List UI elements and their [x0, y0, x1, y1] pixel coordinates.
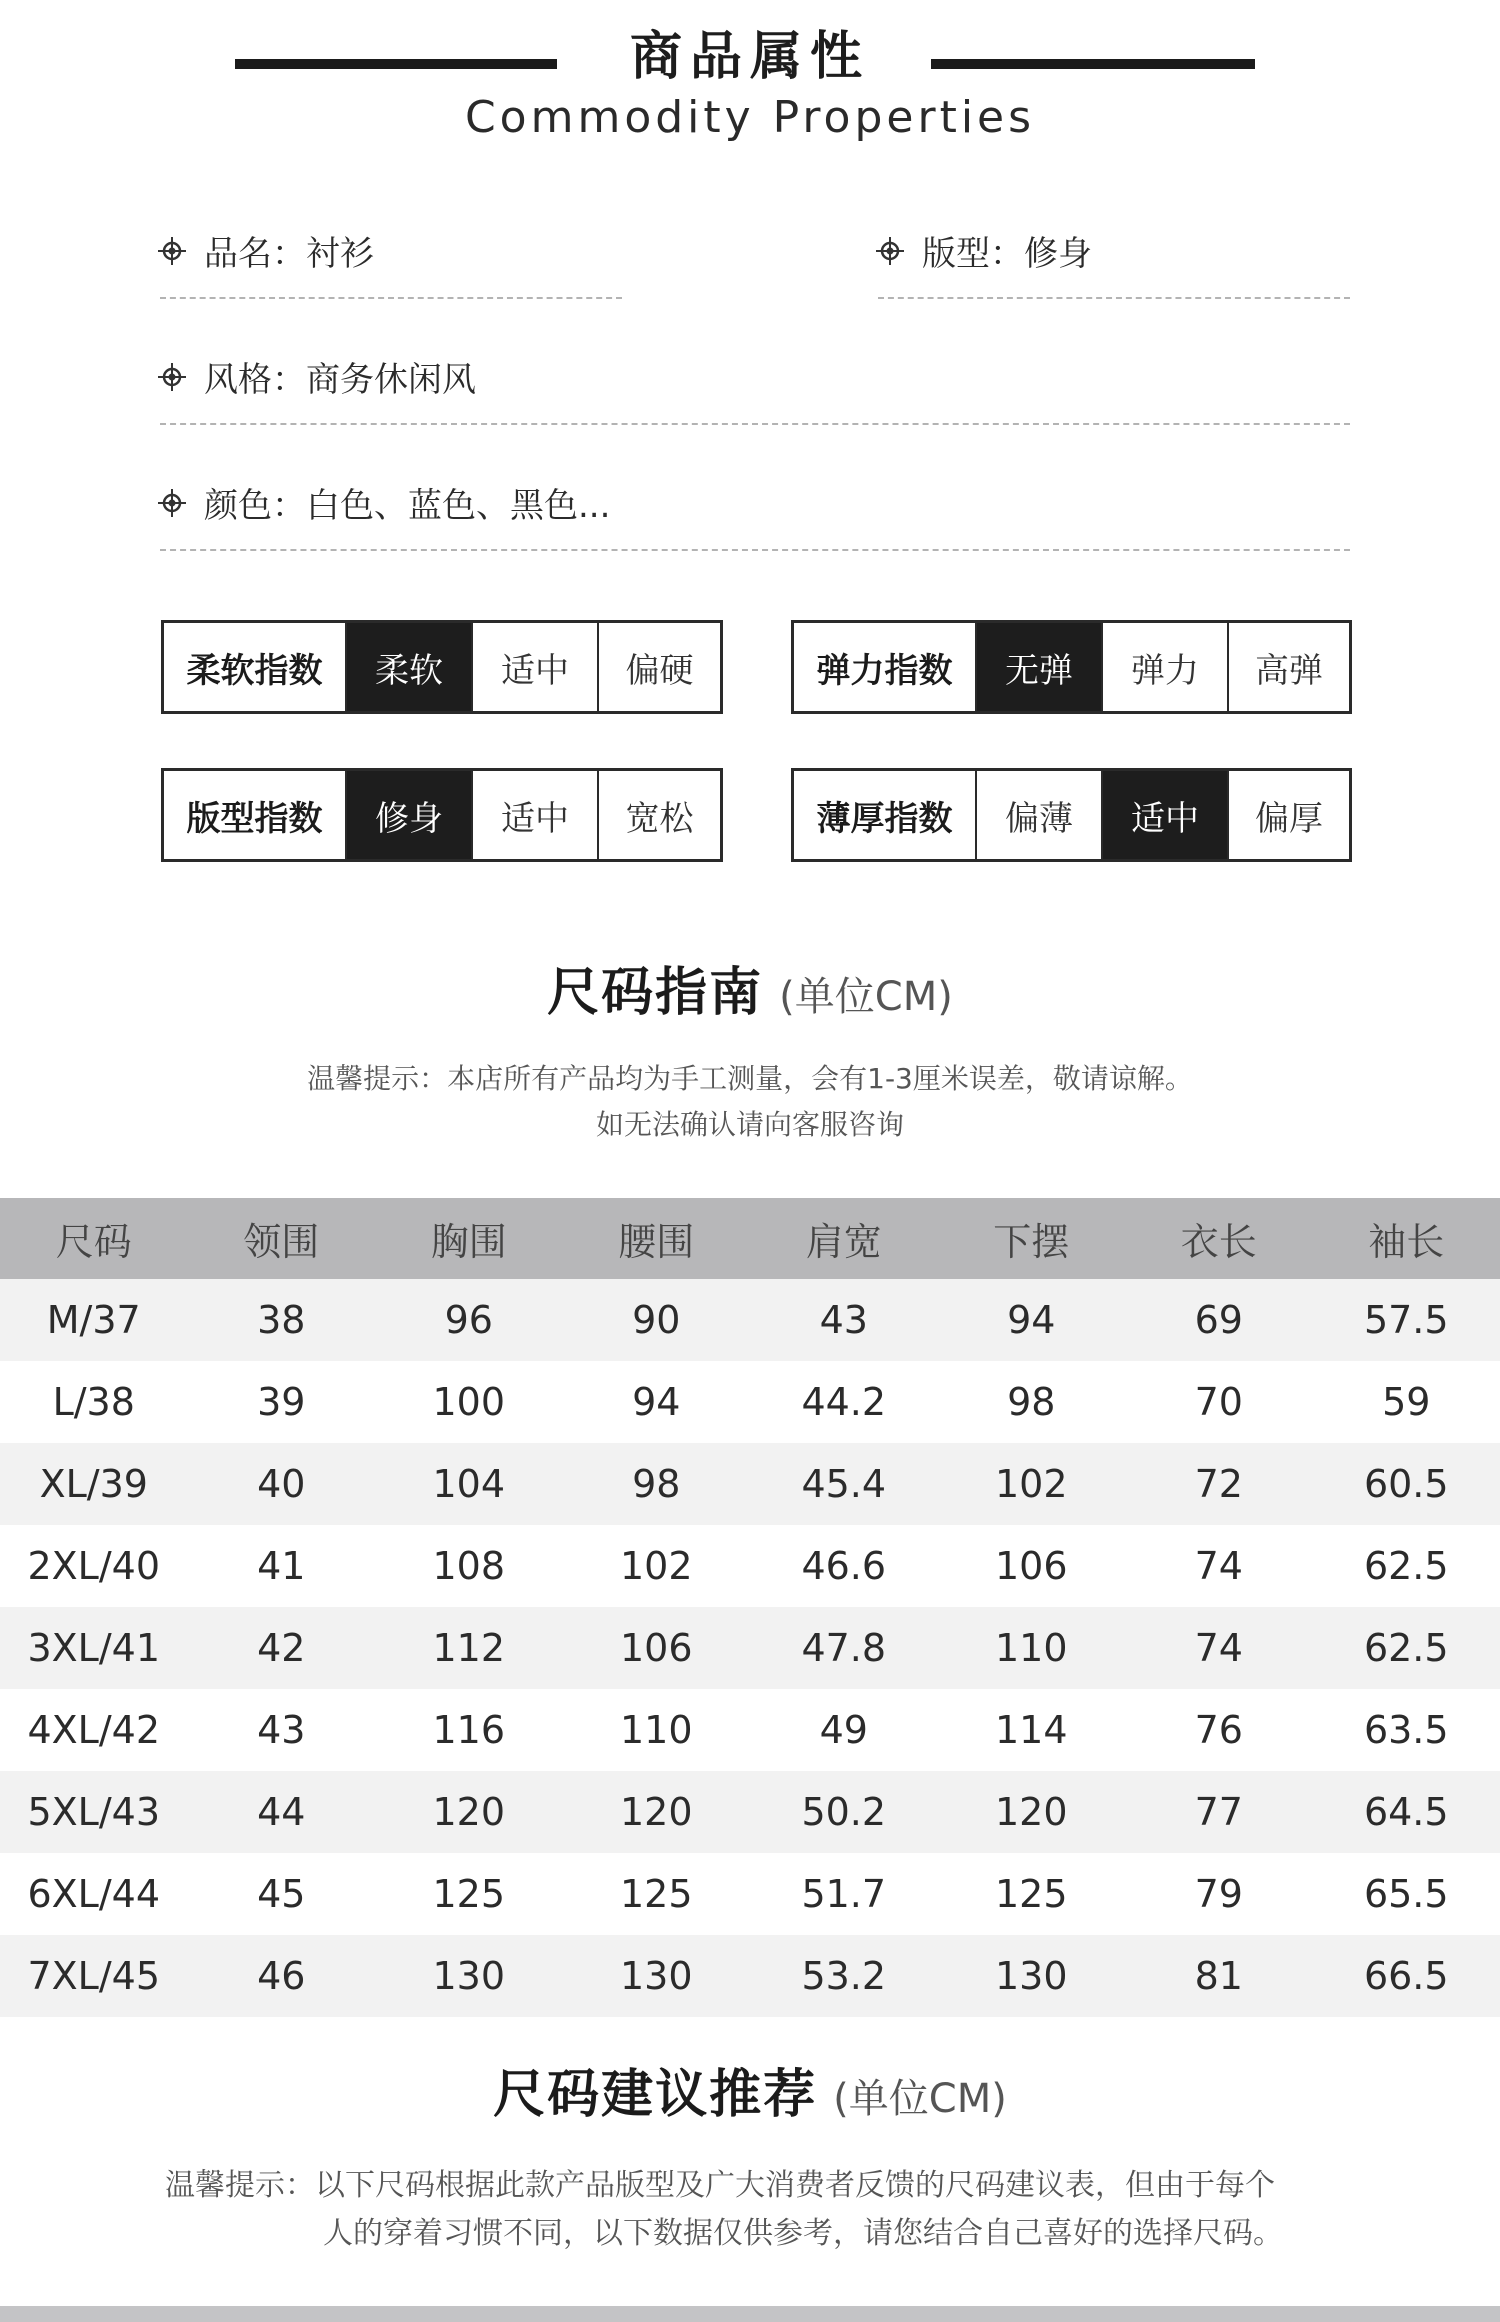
table-row	[0, 1853, 1500, 1935]
table-cell: 120	[563, 1771, 751, 1853]
index-label: 弹力指数	[816, 650, 953, 691]
property-style-text: 风格：商务休闲风	[204, 360, 476, 400]
table-cell: 120	[375, 1771, 563, 1853]
table-cell: 44.2	[750, 1361, 938, 1443]
index-option: 适中	[471, 623, 597, 711]
table-cell: 106	[938, 1525, 1126, 1607]
table-cell: 64.5	[1313, 1771, 1500, 1853]
size-guide-unit: (单位CM)	[779, 974, 953, 1020]
table-cell: 110	[938, 1607, 1126, 1689]
index-option: 偏薄	[975, 771, 1101, 859]
table-cell: 65.5	[1313, 1853, 1500, 1935]
table-cell: 46.6	[750, 1525, 938, 1607]
table-cell: 125	[375, 1853, 563, 1935]
table-cell: 40	[188, 1443, 376, 1525]
property-fit	[876, 226, 1092, 275]
target-icon	[158, 237, 186, 265]
size-guide-title: 尺码指南	[547, 963, 764, 1023]
table-cell: XL/39	[0, 1443, 188, 1525]
table-cell: 114	[938, 1689, 1126, 1771]
table-cell: 76	[1125, 1689, 1313, 1771]
target-icon	[876, 237, 904, 265]
table-cell: 62.5	[1313, 1607, 1500, 1689]
recommend-note-line2: 人的穿着习惯不同，以下数据仅供参考，请您结合自己喜好的选择尺码。	[323, 2216, 1283, 2251]
table-row	[0, 1771, 1500, 1853]
table-cell: 44	[188, 1771, 376, 1853]
column-header: 领围	[188, 1198, 376, 1279]
divider	[160, 297, 622, 299]
table-cell: 125	[563, 1853, 751, 1935]
table-cell: L/38	[0, 1361, 188, 1443]
table-cell: 38	[188, 1279, 376, 1361]
table-cell: 120	[938, 1771, 1126, 1853]
index-softness	[161, 620, 723, 714]
column-header: 袖长	[1313, 1198, 1500, 1279]
table-cell: 110	[563, 1689, 751, 1771]
table-cell: 43	[750, 1279, 938, 1361]
table-cell: 94	[563, 1361, 751, 1443]
table-cell: 45.4	[750, 1443, 938, 1525]
page-subtitle: Commodity Properties	[464, 92, 1036, 143]
table-row	[0, 1279, 1500, 1361]
table-row	[0, 1935, 1500, 2017]
table-cell: 130	[563, 1935, 751, 2017]
table-cell: 130	[938, 1935, 1126, 2017]
size-guide-heading	[0, 950, 1500, 1025]
table-cell: 47.8	[750, 1607, 938, 1689]
size-guide-note-line2: 如无法确认请向客服咨询	[595, 1108, 904, 1141]
table-cell: 57.5	[1313, 1279, 1500, 1361]
table-row	[0, 1607, 1500, 1689]
recommend-heading	[0, 2052, 1500, 2127]
bottom-bar	[0, 2306, 1500, 2322]
table-cell: M/37	[0, 1279, 188, 1361]
table-cell: 50.2	[750, 1771, 938, 1853]
size-guide-note	[0, 1056, 1500, 1148]
index-option: 弹力	[1101, 623, 1227, 711]
size-table	[0, 1198, 1500, 2017]
table-cell: 69	[1125, 1279, 1313, 1361]
divider	[160, 549, 1350, 551]
recommend-note-line1: 温馨提示：以下尺码根据此款产品版型及广大消费者反馈的尺码建议表，但由于每个	[165, 2168, 1275, 2203]
table-cell: 98	[563, 1443, 751, 1525]
table-cell: 5XL/43	[0, 1771, 188, 1853]
index-option: 高弹	[1227, 623, 1349, 711]
target-icon	[158, 363, 186, 391]
recommend-unit: (单位CM)	[833, 2076, 1007, 2122]
target-icon	[158, 489, 186, 517]
table-cell: 72	[1125, 1443, 1313, 1525]
table-cell: 130	[375, 1935, 563, 2017]
divider	[878, 297, 1350, 299]
column-header: 胸围	[375, 1198, 563, 1279]
column-header: 下摆	[938, 1198, 1126, 1279]
index-option: 偏硬	[597, 623, 720, 711]
table-cell: 108	[375, 1525, 563, 1607]
index-option: 柔软	[345, 623, 471, 711]
table-cell: 51.7	[750, 1853, 938, 1935]
property-name-text: 品名：衬衫	[204, 234, 374, 274]
index-option: 适中	[1101, 771, 1227, 859]
table-row	[0, 1443, 1500, 1525]
table-cell: 2XL/40	[0, 1525, 188, 1607]
index-option: 适中	[471, 771, 597, 859]
table-cell: 104	[375, 1443, 563, 1525]
index-option: 修身	[345, 771, 471, 859]
table-cell: 62.5	[1313, 1525, 1500, 1607]
table-cell: 60.5	[1313, 1443, 1500, 1525]
index-elasticity	[791, 620, 1352, 714]
recommend-note	[165, 2162, 1365, 2258]
index-label: 版型指数	[186, 798, 323, 839]
page-title: 商品属性	[629, 27, 870, 87]
table-row	[0, 1689, 1500, 1771]
index-option: 宽松	[597, 771, 720, 859]
size-guide-note-line1: 温馨提示：本店所有产品均为手工测量，会有1-3厘米误差，敬请谅解。	[307, 1062, 1193, 1095]
table-cell: 77	[1125, 1771, 1313, 1853]
table-cell: 39	[188, 1361, 376, 1443]
table-cell: 106	[563, 1607, 751, 1689]
property-fit-text: 版型：修身	[922, 234, 1092, 274]
table-cell: 74	[1125, 1525, 1313, 1607]
table-cell: 45	[188, 1853, 376, 1935]
index-option: 无弹	[975, 623, 1101, 711]
property-color	[158, 478, 610, 527]
table-cell: 7XL/45	[0, 1935, 188, 2017]
table-cell: 96	[375, 1279, 563, 1361]
table-cell: 66.5	[1313, 1935, 1500, 2017]
property-name	[158, 226, 374, 275]
table-cell: 81	[1125, 1935, 1313, 2017]
index-label: 薄厚指数	[816, 798, 953, 839]
index-option: 偏厚	[1227, 771, 1349, 859]
column-header: 腰围	[563, 1198, 751, 1279]
table-cell: 43	[188, 1689, 376, 1771]
table-cell: 46	[188, 1935, 376, 2017]
table-cell: 102	[563, 1525, 751, 1607]
table-cell: 59	[1313, 1361, 1500, 1443]
table-cell: 53.2	[750, 1935, 938, 2017]
property-color-text: 颜色：白色、蓝色、黑色...	[204, 486, 611, 526]
table-cell: 49	[750, 1689, 938, 1771]
index-fit	[161, 768, 723, 862]
column-header: 衣长	[1125, 1198, 1313, 1279]
table-cell: 3XL/41	[0, 1607, 188, 1689]
table-cell: 41	[188, 1525, 376, 1607]
table-cell: 63.5	[1313, 1689, 1500, 1771]
table-cell: 94	[938, 1279, 1126, 1361]
table-cell: 74	[1125, 1607, 1313, 1689]
property-style	[158, 352, 476, 401]
table-cell: 4XL/42	[0, 1689, 188, 1771]
table-cell: 98	[938, 1361, 1126, 1443]
table-cell: 125	[938, 1853, 1126, 1935]
table-cell: 116	[375, 1689, 563, 1771]
table-cell: 70	[1125, 1361, 1313, 1443]
index-thickness	[791, 768, 1352, 862]
column-header: 尺码	[0, 1198, 188, 1279]
index-label: 柔软指数	[186, 650, 323, 691]
size-table-header	[0, 1198, 1500, 1279]
table-cell: 90	[563, 1279, 751, 1361]
table-cell: 42	[188, 1607, 376, 1689]
recommend-title: 尺码建议推荐	[493, 2065, 818, 2125]
table-row	[0, 1361, 1500, 1443]
divider	[160, 423, 1350, 425]
column-header: 肩宽	[750, 1198, 938, 1279]
table-cell: 102	[938, 1443, 1126, 1525]
table-cell: 6XL/44	[0, 1853, 188, 1935]
table-cell: 79	[1125, 1853, 1313, 1935]
table-row	[0, 1525, 1500, 1607]
table-cell: 112	[375, 1607, 563, 1689]
table-cell: 100	[375, 1361, 563, 1443]
